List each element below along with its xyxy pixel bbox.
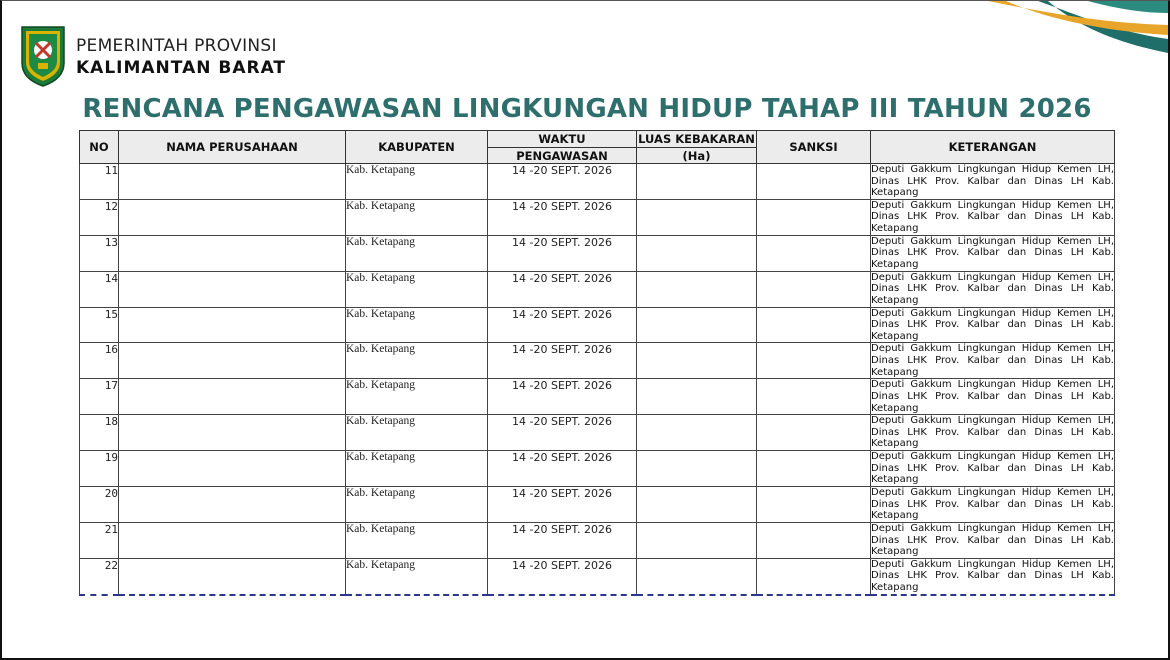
kalbar-coat-of-arms-icon <box>18 23 68 87</box>
cell-waktu-pengawasan: 14 -20 SEPT. 2026 <box>488 379 637 415</box>
cell-sanksi <box>757 271 871 307</box>
cell-waktu-pengawasan: 14 -20 SEPT. 2026 <box>488 199 637 235</box>
keterangan-text: Deputi Gakkum Lingkungan Hidup Kemen LH, Dinas LHK Prov. Kalbar dan Dinas LH Kab. Ketapang <box>871 379 1114 414</box>
cell-waktu-pengawasan: 14 -20 SEPT. 2026 <box>488 164 637 200</box>
cell-waktu-pengawasan: 14 -20 SEPT. 2026 <box>488 558 637 594</box>
gov-name-line1: PEMERINTAH PROVINSI <box>76 36 277 56</box>
cell-nama-perusahaan <box>119 487 346 523</box>
cell-nama-perusahaan <box>119 379 346 415</box>
redacted-company-name <box>121 524 343 557</box>
cell-keterangan <box>871 415 1115 451</box>
redacted-company-name <box>121 237 343 270</box>
header-keterangan: KETERANGAN <box>871 131 1115 164</box>
table-row <box>80 487 1115 523</box>
cell-kabupaten: Kab. Ketapang <box>346 271 488 307</box>
keterangan-text: Deputi Gakkum Lingkungan Hidup Kemen LH, Dinas LHK Prov. Kalbar dan Dinas LH Kab. Ketapang <box>871 164 1114 199</box>
cell-kabupaten: Kab. Ketapang <box>346 379 488 415</box>
cell-keterangan <box>871 164 1115 200</box>
cell-kabupaten: Kab. Ketapang <box>346 235 488 271</box>
cell-no: 21 <box>80 522 119 558</box>
cell-nama-perusahaan <box>119 271 346 307</box>
cell-luas-kebakaran <box>637 487 757 523</box>
keterangan-text: Deputi Gakkum Lingkungan Hidup Kemen LH, Dinas LHK Prov. Kalbar dan Dinas LH Kab. Ketapang <box>871 558 1114 593</box>
cell-no: 22 <box>80 558 119 594</box>
cell-no: 15 <box>80 307 119 343</box>
inspection-table <box>79 130 1115 596</box>
cell-nama-perusahaan <box>119 451 346 487</box>
cell-nama-perusahaan <box>119 343 346 379</box>
cell-keterangan <box>871 487 1115 523</box>
cell-luas-kebakaran <box>637 164 757 200</box>
redacted-company-name <box>121 309 343 342</box>
cell-kabupaten: Kab. Ketapang <box>346 487 488 523</box>
cell-sanksi <box>757 522 871 558</box>
table-row <box>80 235 1115 271</box>
cell-nama-perusahaan <box>119 415 346 451</box>
cell-waktu-pengawasan: 14 -20 SEPT. 2026 <box>488 343 637 379</box>
cell-luas-kebakaran <box>637 307 757 343</box>
header-luas-unit: (Ha) <box>637 148 757 164</box>
cell-keterangan <box>871 379 1115 415</box>
table-body <box>80 164 1115 595</box>
keterangan-text: Deputi Gakkum Lingkungan Hidup Kemen LH, Dinas LHK Prov. Kalbar dan Dinas LH Kab. Ketapang <box>871 522 1114 558</box>
cell-sanksi <box>757 235 871 271</box>
cell-no: 17 <box>80 379 119 415</box>
keterangan-text: Deputi Gakkum Lingkungan Hidup Kemen LH, Dinas LHK Prov. Kalbar dan Dinas LH Kab. Ketapang <box>871 487 1114 522</box>
cell-sanksi <box>757 307 871 343</box>
cell-keterangan <box>871 451 1115 487</box>
cell-no: 16 <box>80 343 119 379</box>
cell-keterangan <box>871 271 1115 307</box>
cell-nama-perusahaan <box>119 307 346 343</box>
cell-kabupaten: Kab. Ketapang <box>346 558 488 594</box>
keterangan-text: Deputi Gakkum Lingkungan Hidup Kemen LH, Dinas LHK Prov. Kalbar dan Dinas LH Kab. Ketapang <box>871 451 1114 486</box>
table-row <box>80 164 1115 200</box>
cell-sanksi <box>757 199 871 235</box>
table-row <box>80 343 1115 379</box>
header-pengawasan: PENGAWASAN <box>488 148 637 164</box>
cell-waktu-pengawasan: 14 -20 SEPT. 2026 <box>488 522 637 558</box>
cell-waktu-pengawasan: 14 -20 SEPT. 2026 <box>488 451 637 487</box>
header-sanksi: SANKSI <box>757 131 871 164</box>
cell-keterangan <box>871 235 1115 271</box>
cell-no: 18 <box>80 415 119 451</box>
cell-sanksi <box>757 451 871 487</box>
table-row <box>80 199 1115 235</box>
cell-luas-kebakaran <box>637 343 757 379</box>
cell-kabupaten: Kab. Ketapang <box>346 307 488 343</box>
keterangan-text: Deputi Gakkum Lingkungan Hidup Kemen LH, Dinas LHK Prov. Kalbar dan Dinas LH Kab. Ketapang <box>871 307 1114 342</box>
cell-keterangan <box>871 307 1115 343</box>
cell-no: 12 <box>80 199 119 235</box>
header-waktu: WAKTU <box>488 131 637 148</box>
redacted-company-name <box>121 201 343 234</box>
redacted-company-name <box>121 380 343 413</box>
cell-no: 13 <box>80 235 119 271</box>
cell-sanksi <box>757 415 871 451</box>
cell-kabupaten: Kab. Ketapang <box>346 199 488 235</box>
cell-kabupaten: Kab. Ketapang <box>346 451 488 487</box>
redacted-company-name <box>121 165 343 198</box>
cell-kabupaten: Kab. Ketapang <box>346 343 488 379</box>
redacted-company-name <box>121 416 343 449</box>
redacted-company-name <box>121 560 343 593</box>
table-row <box>80 451 1115 487</box>
header-luas-kebakaran: LUAS KEBAKARAN <box>638 132 755 146</box>
cell-luas-kebakaran <box>637 379 757 415</box>
cell-no: 19 <box>80 451 119 487</box>
cell-waktu-pengawasan: 14 -20 SEPT. 2026 <box>488 487 637 523</box>
cell-no: 11 <box>80 164 119 200</box>
cell-kabupaten: Kab. Ketapang <box>346 164 488 200</box>
gov-name-line2: KALIMANTAN BARAT <box>76 58 287 78</box>
redacted-company-name <box>121 452 343 485</box>
keterangan-text: Deputi Gakkum Lingkungan Hidup Kemen LH, Dinas LHK Prov. Kalbar dan Dinas LH Kab. Ketapang <box>871 199 1114 235</box>
table-row <box>80 271 1115 307</box>
cell-nama-perusahaan <box>119 199 346 235</box>
keterangan-text: Deputi Gakkum Lingkungan Hidup Kemen LH, Dinas LHK Prov. Kalbar dan Dinas LH Kab. Ketapang <box>871 343 1114 378</box>
table-row <box>80 415 1115 451</box>
cell-luas-kebakaran <box>637 199 757 235</box>
table-row <box>80 522 1115 558</box>
cell-luas-kebakaran <box>637 522 757 558</box>
cell-waktu-pengawasan: 14 -20 SEPT. 2026 <box>488 235 637 271</box>
cell-luas-kebakaran <box>637 415 757 451</box>
cell-no: 14 <box>80 271 119 307</box>
header-no: NO <box>80 131 119 164</box>
header-nama-perusahaan: NAMA PERUSAHAAN <box>119 131 346 164</box>
table-row <box>80 558 1115 594</box>
cell-nama-perusahaan <box>119 558 346 594</box>
page-title: RENCANA PENGAWASAN LINGKUNGAN HIDUP TAHAP III TAHUN 2026 <box>82 94 1092 124</box>
cell-keterangan <box>871 522 1115 558</box>
cell-waktu-pengawasan: 14 -20 SEPT. 2026 <box>488 415 637 451</box>
cell-kabupaten: Kab. Ketapang <box>346 415 488 451</box>
keterangan-text: Deputi Gakkum Lingkungan Hidup Kemen LH, Dinas LHK Prov. Kalbar dan Dinas LH Kab. Ketapang <box>871 235 1114 270</box>
header-kabupaten: KABUPATEN <box>346 131 488 164</box>
cell-sanksi <box>757 343 871 379</box>
redacted-company-name <box>121 273 343 306</box>
cell-luas-kebakaran <box>637 558 757 594</box>
cell-nama-perusahaan <box>119 522 346 558</box>
cell-keterangan <box>871 343 1115 379</box>
cell-no: 20 <box>80 487 119 523</box>
table-row <box>80 379 1115 415</box>
table-row <box>80 307 1115 343</box>
cell-sanksi <box>757 164 871 200</box>
redacted-company-name <box>121 344 343 377</box>
keterangan-text: Deputi Gakkum Lingkungan Hidup Kemen LH, Dinas LHK Prov. Kalbar dan Dinas LH Kab. Ketapang <box>871 271 1114 306</box>
cell-kabupaten: Kab. Ketapang <box>346 522 488 558</box>
cell-waktu-pengawasan: 14 -20 SEPT. 2026 <box>488 307 637 343</box>
cell-sanksi <box>757 487 871 523</box>
cell-sanksi <box>757 379 871 415</box>
redacted-company-name <box>121 488 343 521</box>
cell-waktu-pengawasan: 14 -20 SEPT. 2026 <box>488 271 637 307</box>
keterangan-text: Deputi Gakkum Lingkungan Hidup Kemen LH, Dinas LHK Prov. Kalbar dan Dinas LH Kab. Ketapang <box>871 415 1114 450</box>
cell-sanksi <box>757 558 871 594</box>
cell-nama-perusahaan <box>119 164 346 200</box>
cell-luas-kebakaran <box>637 451 757 487</box>
cell-luas-kebakaran <box>637 235 757 271</box>
cell-keterangan <box>871 199 1115 235</box>
corner-decoration-swoosh <box>928 1 1168 53</box>
cell-luas-kebakaran <box>637 271 757 307</box>
cell-keterangan <box>871 558 1115 594</box>
cell-nama-perusahaan <box>119 235 346 271</box>
